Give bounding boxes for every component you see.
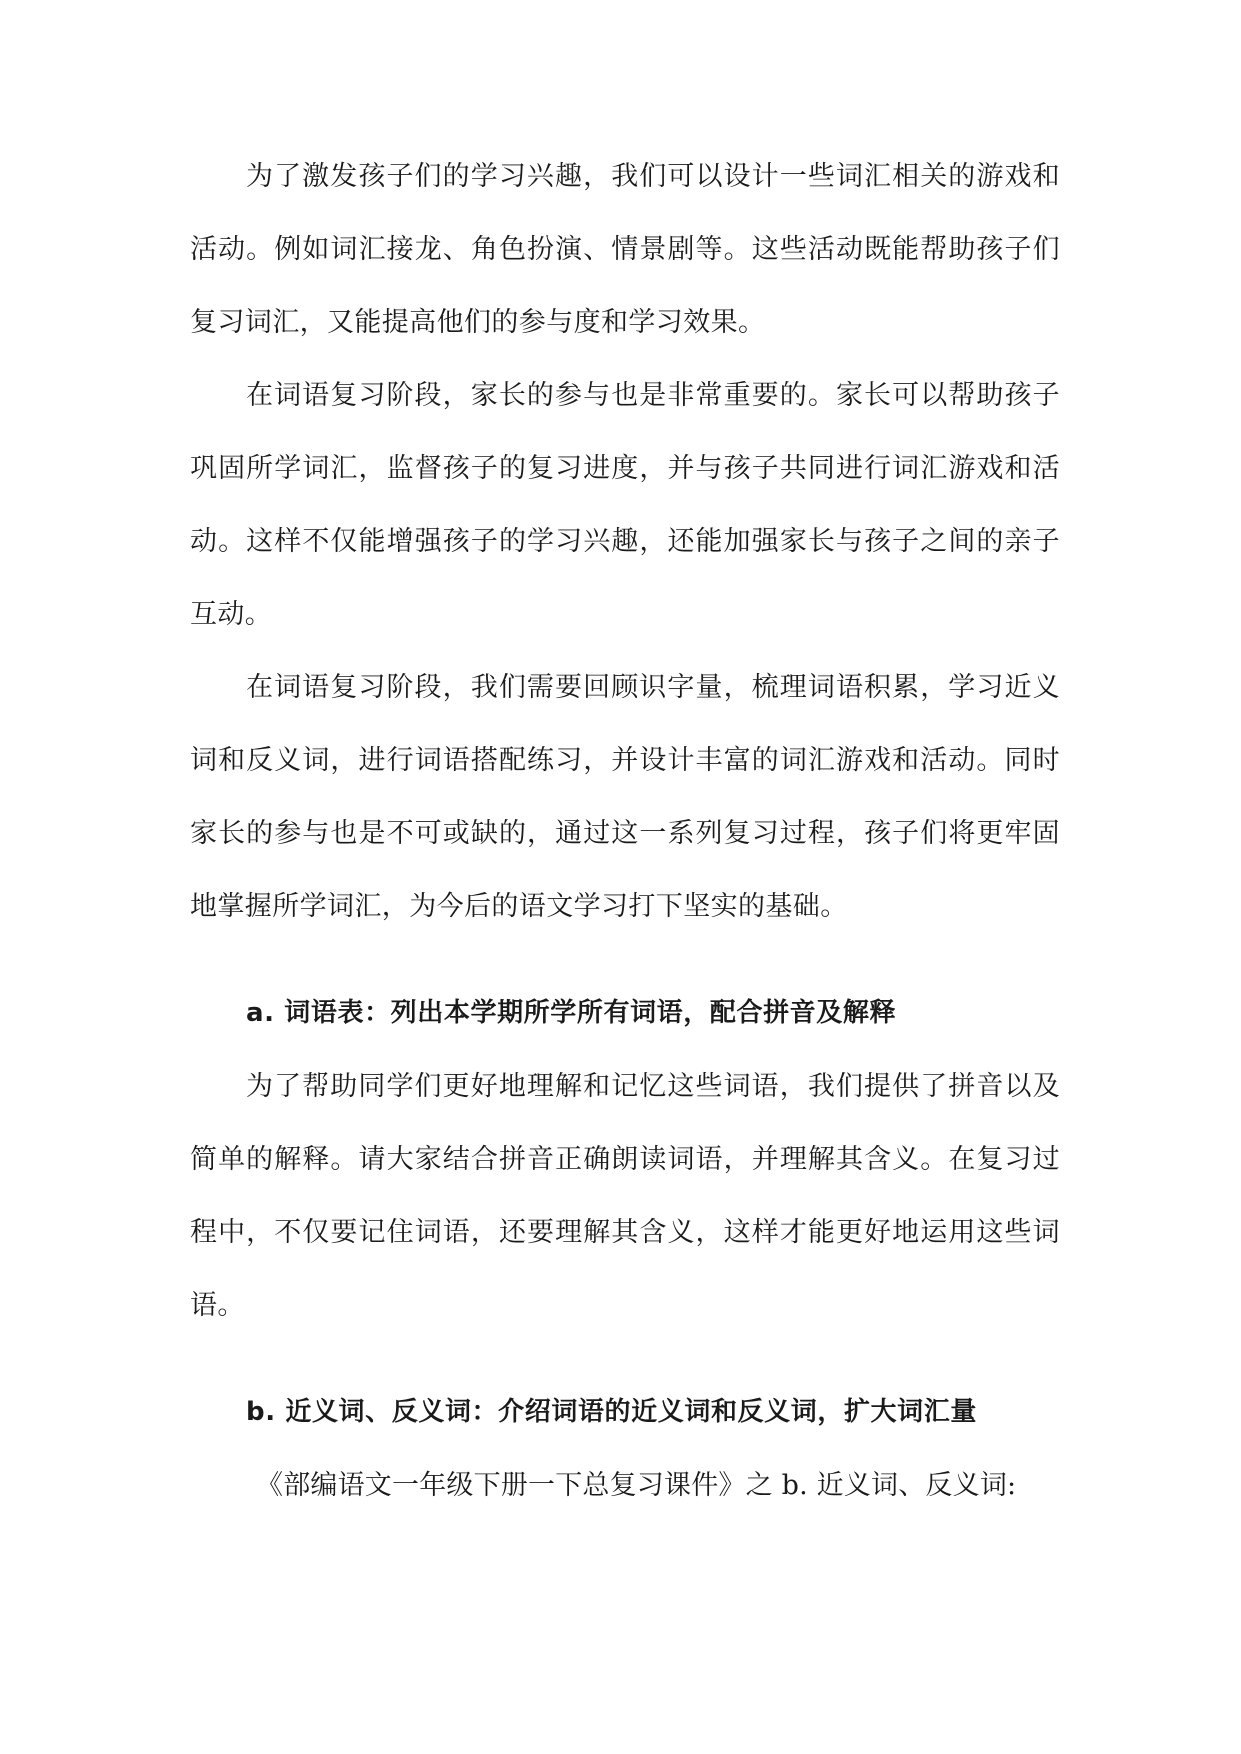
paragraph-review-summary: 在词语复习阶段，我们需要回顾识字量，梳理词语积累，学习近义词和反义词，进行词语搭配练习，并设计丰富的词汇游戏和活动。同时家长的参与也是不可或缺的，通过这一系列复习过程，孩子们将更牢固地掌握所学词汇，为今后的语文学习打下坚实的基础。 xyxy=(190,672,1060,922)
paragraph-parent-participation: 在词语复习阶段，家长的参与也是非常重要的。家长可以帮助孩子巩固所学词汇，监督孩子的复习进度，并与孩子共同进行词汇游戏和活动。这样不仅能增强孩子的学习兴趣，还能加强家长与孩子之间的亲子互动。 xyxy=(190,380,1060,630)
paragraph-vocabulary-games: 为了激发孩子们的学习兴趣，我们可以设计一些词汇相关的游戏和活动。例如词汇接龙、角色扮演、情景剧等。这些活动既能帮助孩子们复习词汇，又能提高他们的参与度和学习效果。 xyxy=(190,161,1060,338)
section-spacer xyxy=(190,1342,1060,1376)
section-spacer xyxy=(190,943,1060,977)
section-a-paragraph: 为了帮助同学们更好地理解和记忆这些词语，我们提供了拼音以及简单的解释。请大家结合拼音正确朗读词语，并理解其含义。在复习过程中，不仅要记住词语，还要理解其含义，这样才能更好地运用这些词语。 xyxy=(190,1071,1060,1321)
section-a-heading: a. 词语表：列出本学期所学所有词语，配合拼音及解释 xyxy=(246,998,897,1028)
section-b-tail-line: 《部编语文一年级下册一下总复习课件》之 b. 近义词、反义词: xyxy=(256,1470,1017,1501)
section-b-heading: b. 近义词、反义词：介绍词语的近义词和反义词，扩大词汇量 xyxy=(246,1397,977,1427)
document-body xyxy=(190,140,1060,1522)
